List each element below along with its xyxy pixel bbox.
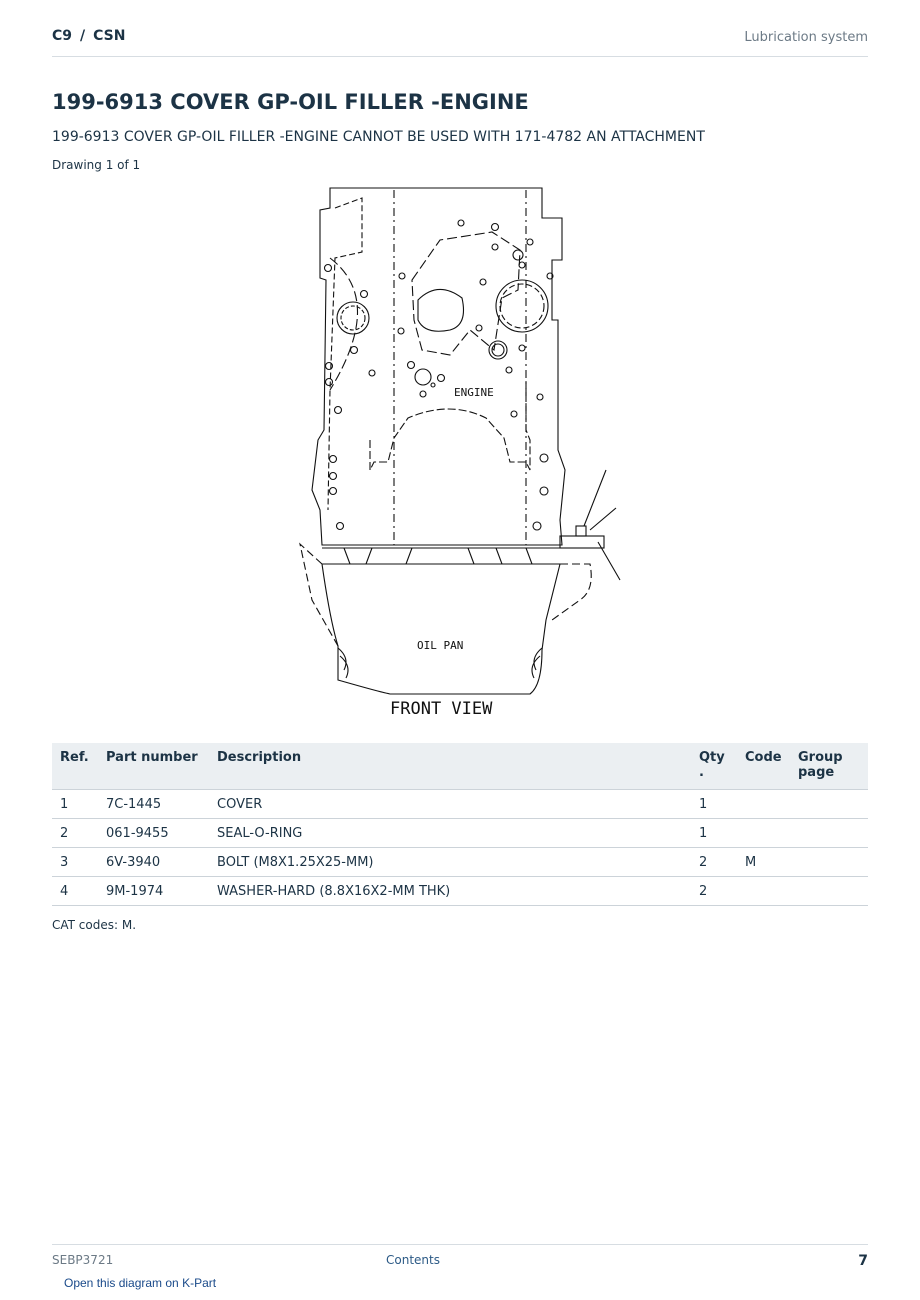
group-page-cell	[790, 848, 868, 877]
col-description: Description	[209, 743, 691, 790]
col-group-page: Group page	[790, 743, 868, 790]
description-cell: COVER	[209, 790, 691, 819]
front-view-caption: FRONT VIEW	[390, 699, 493, 719]
col-qty: Qty .	[691, 743, 737, 790]
qty-cell: 2	[691, 848, 737, 877]
pan-flange	[322, 548, 560, 564]
drawing-count: Drawing 1 of 1	[52, 158, 141, 172]
col-part-number: Part number	[98, 743, 209, 790]
engine-label: ENGINE	[454, 386, 494, 399]
model-breadcrumb	[52, 28, 125, 44]
page-title: 199-6913 COVER GP-OIL FILLER -ENGINE	[52, 90, 529, 114]
oil-pan-outline	[322, 564, 560, 694]
left-cover-outline	[328, 198, 362, 510]
page-subtitle: 199-6913 COVER GP-OIL FILLER -ENGINE CANNOT BE USED WITH 171-4782 AN ATTACHMENT	[52, 129, 705, 145]
code-cell	[737, 819, 790, 848]
pan-flange-notches	[344, 548, 532, 564]
model-label: C9	[52, 28, 73, 44]
page-header	[52, 28, 868, 57]
table-row	[52, 790, 868, 819]
bolt-part	[576, 526, 586, 536]
code-cell	[737, 877, 790, 906]
part-number-cell: 6V-3940	[98, 848, 209, 877]
part-number-cell: 7C-1445	[98, 790, 209, 819]
breadcrumb-separator: /	[80, 28, 86, 44]
group-page-cell	[790, 790, 868, 819]
description-cell: SEAL-O-RING	[209, 819, 691, 848]
part-number-cell: 061-9455	[98, 819, 209, 848]
contents-link[interactable]: Contents	[386, 1253, 440, 1267]
oil-pan-ribs	[338, 648, 542, 678]
col-ref: Ref.	[52, 743, 98, 790]
code-cell	[737, 790, 790, 819]
ref-cell: 3	[52, 848, 98, 877]
table-row	[52, 877, 868, 906]
col-code: Code	[737, 743, 790, 790]
oil-pan-left	[300, 544, 338, 646]
part-number-cell: 9M-1974	[98, 877, 209, 906]
serial-prefix-label: CSN	[93, 28, 126, 44]
oil-filler-opening	[418, 289, 464, 331]
description-cell: WASHER-HARD (8.8X16X2-MM THK)	[209, 877, 691, 906]
parts-table	[52, 743, 868, 906]
table-row	[52, 848, 868, 877]
filler-cover-part	[560, 536, 604, 548]
group-page-cell	[790, 877, 868, 906]
table-header-row	[52, 743, 868, 790]
open-in-kpart-link[interactable]: Open this diagram on K-Part	[64, 1276, 217, 1290]
qty-cell: 1	[691, 819, 737, 848]
page-footer	[52, 1244, 868, 1275]
ref-cell: 2	[52, 819, 98, 848]
group-page-cell	[790, 819, 868, 848]
oil-pan-label: OIL PAN	[417, 639, 464, 652]
qty-cell: 2	[691, 877, 737, 906]
ref-cell: 1	[52, 790, 98, 819]
code-cell: M	[737, 848, 790, 877]
document-id: SEBP3721	[52, 1253, 114, 1267]
qty-cell: 1	[691, 790, 737, 819]
page-number: 7	[858, 1253, 868, 1269]
table-row	[52, 819, 868, 848]
cat-codes-note: CAT codes: M.	[52, 918, 137, 932]
ref-cell: 4	[52, 877, 98, 906]
section-title: Lubrication system	[744, 30, 868, 45]
engine-front-view-diagram[interactable]	[290, 180, 630, 725]
description-cell: BOLT (M8X1.25X25-MM)	[209, 848, 691, 877]
